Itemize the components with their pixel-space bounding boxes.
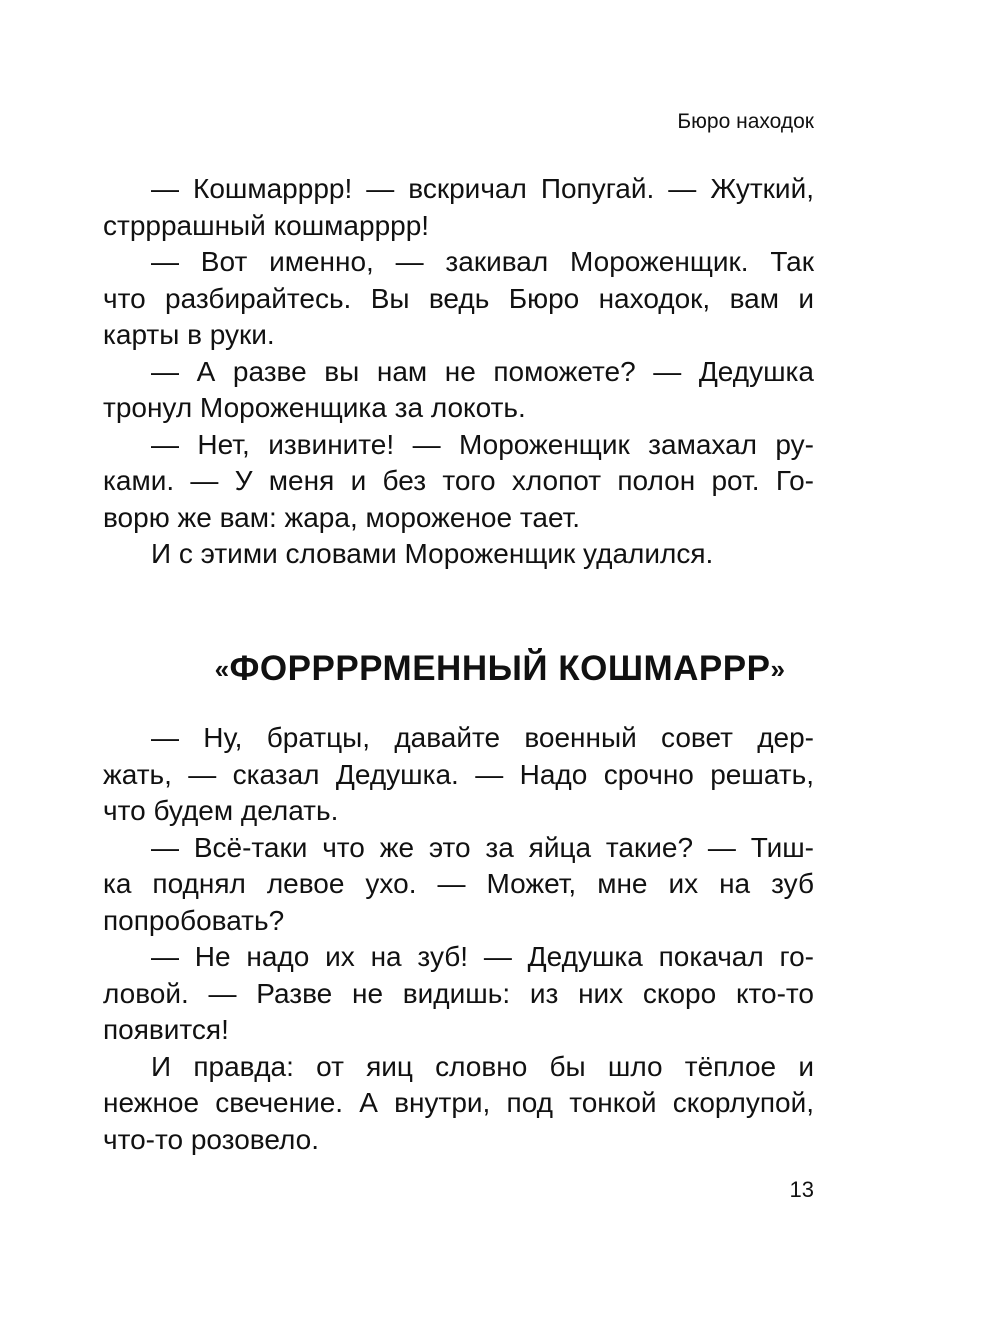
text-line: И с этими словами Мороженщик удалился. — [151, 538, 714, 569]
text-line: ловой. — Разве не видишь: из них скоро кто-то — [103, 977, 814, 1009]
section-2-text — [103, 720, 814, 1158]
text-line: появится! — [103, 1014, 229, 1045]
text-line: стрррашный кошмарррр! — [103, 209, 430, 241]
text-line: что разбирайтесь. Вы ведь Бюро находок, вам и — [103, 282, 814, 314]
text-line: ка поднял левое ухо. — Может, мне их на зуб — [103, 868, 814, 899]
text-line: нежное свечение. А внутри, под тонкой скорлупой, — [103, 1087, 814, 1118]
text-line: — Ну, братцы, давайте военный совет дер- — [151, 722, 814, 753]
text-line: — Кошмарррр! — вскричал Попугай. — Жуткий, — [151, 173, 814, 204]
text-line: что будем делать. — [103, 795, 339, 826]
section-1-text — [103, 171, 814, 573]
text-line: попробовать? — [103, 904, 285, 936]
page-number: 13 — [789, 1177, 814, 1202]
text-line: — Вот именно, — закивал Мороженщик. Так — [151, 246, 814, 277]
text-line: ворю же вам: жара, мороженое тает. — [103, 501, 581, 533]
text-line: И правда: от яиц словно бы шло тёплое и — [151, 1050, 814, 1082]
text-line: — Всё-таки что же это за яйца такие? — Тиш- — [151, 831, 814, 863]
chapter-title — [0, 645, 1000, 693]
text-line: тронул Мороженщика за локоть. — [103, 392, 526, 423]
text-line: — А разве вы нам не поможете? — Дедушка — [151, 355, 814, 387]
text-line: карты в руки. — [103, 319, 275, 350]
running-head: Бюро находок — [677, 110, 814, 133]
chapter-title-close-quote: » — [770, 654, 786, 684]
text-line: ками. — У меня и без того хлопот полон рот. Го- — [103, 465, 814, 496]
text-line: что-то розовело. — [103, 1123, 319, 1155]
text-line: — Не надо их на зуб! — Дедушка покачал го- — [151, 941, 814, 972]
chapter-title-open-quote: « — [214, 654, 230, 684]
text-line: жать, — сказал Дедушка. — Надо срочно решать, — [103, 758, 814, 790]
chapter-title-text: ФОРРРРМЕННЫЙ КОШМАРРР — [229, 649, 771, 688]
text-line: — Нет, извините! — Мороженщик замахал ру- — [151, 428, 814, 460]
